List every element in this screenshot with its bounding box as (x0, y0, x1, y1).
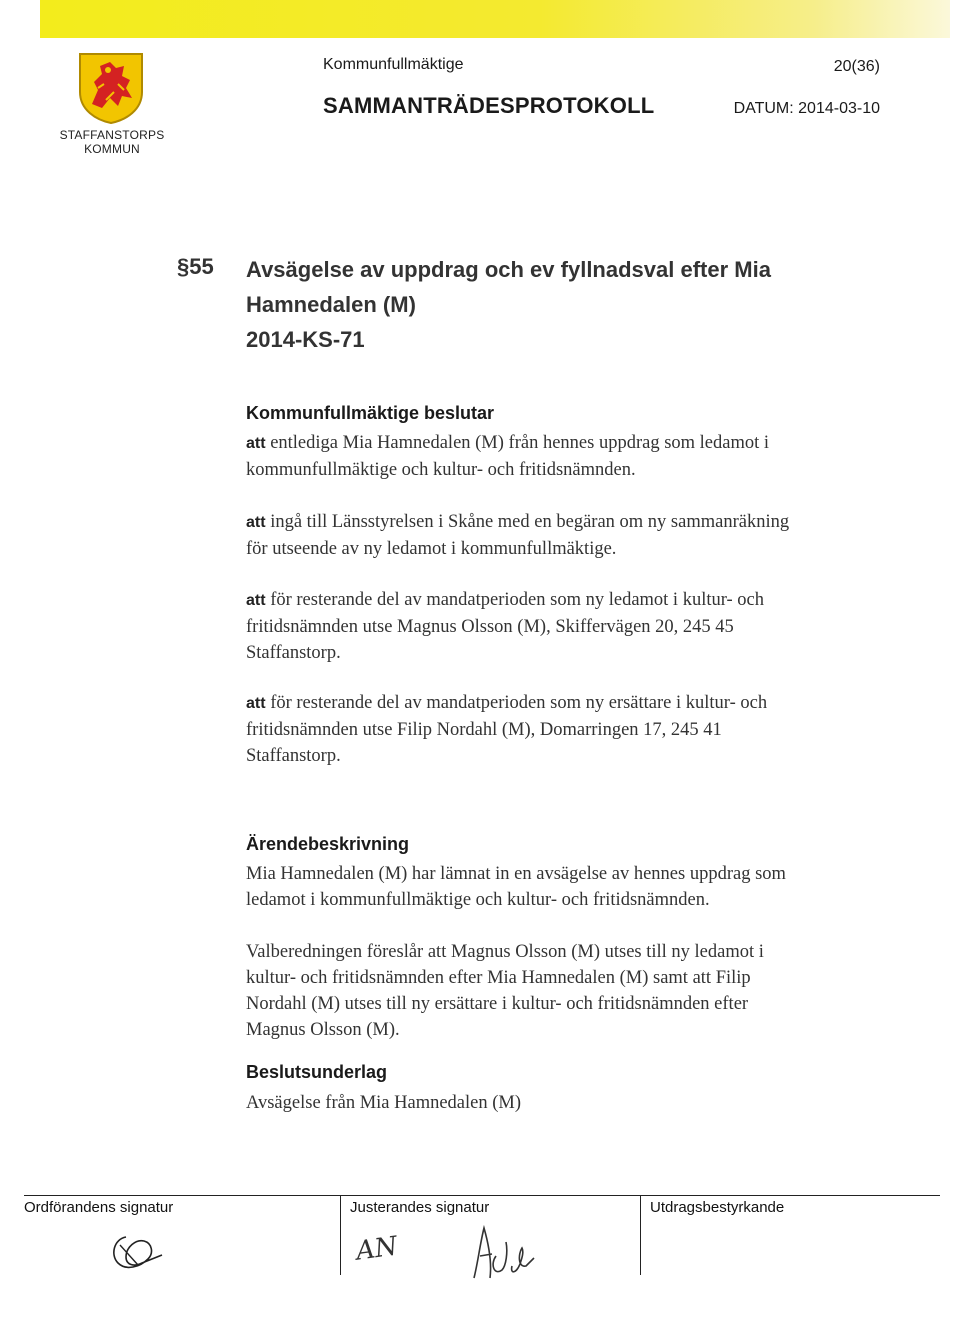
signature-column-divider (640, 1195, 641, 1275)
decision-line: för utseende av ny ledamot i kommunfullmäktige. (246, 539, 617, 559)
att-prefix: att (246, 592, 266, 609)
att-prefix: att (246, 695, 266, 712)
document-type: SAMMANTRÄDESPROTOKOLL (323, 93, 655, 118)
chair-signature-label: Ordförandens signatur (24, 1199, 174, 1216)
section-number: §55 (177, 254, 214, 279)
page-number: 20(36) (833, 58, 880, 75)
signature-column-divider (340, 1195, 341, 1275)
decision-line: Staffanstorp. (246, 643, 341, 663)
description-line: Magnus Olsson (M). (246, 1020, 400, 1040)
adjuster-initials: AN (354, 1231, 400, 1267)
coat-of-arms-icon (78, 52, 144, 124)
signature-divider (24, 1195, 940, 1196)
decision-line: fritidsnämnden utse Magnus Olsson (M), Skiffervägen 20, 245 45 (246, 617, 734, 637)
description-line: Nordahl (M) utses till ny ersättare i kultur- och fritidsnämnden efter (246, 994, 749, 1014)
case-number: 2014-KS-71 (246, 327, 365, 352)
description-paragraph (246, 939, 886, 1043)
decision-item (246, 690, 886, 769)
section-title (246, 252, 846, 357)
decision-line: kommunfullmäktige och kultur- och fritidsnämnden. (246, 460, 636, 480)
description-line: Valberedningen föreslår att Magnus Olsson (M) utses till ny ledamot i (246, 942, 764, 962)
decision-text: för resterande del av mandatperioden som ny ledamot i kultur- och (270, 590, 765, 610)
extract-certification-label: Utdragsbestyrkande (650, 1199, 785, 1216)
section-title-line: Avsägelse av uppdrag och ev fyllnadsval efter Mia (246, 257, 771, 282)
decision-item (246, 509, 886, 562)
top-color-bar (40, 0, 950, 38)
att-prefix: att (246, 435, 266, 452)
chair-signature (108, 1225, 166, 1275)
basis-text: Avsägelse från Mia Hamnedalen (M) (246, 1093, 521, 1113)
decision-text: entlediga Mia Hamnedalen (M) från hennes uppdrag som ledamot i (270, 433, 770, 453)
adjuster-signature-label: Justerandes signatur (350, 1199, 490, 1216)
municipality-logo (56, 52, 168, 156)
decision-line (246, 587, 886, 614)
description-line: ledamot i kommunfullmäktige och kultur- och fritidsnämnden. (246, 890, 710, 910)
logo-line-2: KOMMUN (84, 142, 140, 156)
document-date: DATUM: 2014-03-10 (733, 100, 880, 117)
decision-line: fritidsnämnden utse Filip Nordahl (M), Domarringen 17, 245 41 (246, 720, 722, 740)
section-title-line: Hamnedalen (M) (246, 292, 416, 317)
document-organ: Kommunfullmäktige (323, 56, 464, 73)
description-paragraph (246, 861, 886, 913)
description-heading: Ärendebeskrivning (246, 834, 410, 854)
decision-line: Staffanstorp. (246, 746, 341, 766)
att-prefix: att (246, 514, 266, 531)
description-line: Mia Hamnedalen (M) har lämnat in en avsägelse av hennes uppdrag som (246, 864, 786, 884)
logo-line-1: STAFFANSTORPS (59, 128, 165, 142)
decision-line (246, 509, 886, 536)
decision-line (246, 430, 886, 457)
description-line: kultur- och fritidsnämnden efter Mia Hamnedalen (M) samt att Filip (246, 968, 751, 988)
adjuster-signature (466, 1222, 538, 1284)
decision-line (246, 690, 886, 717)
decision-item (246, 587, 886, 666)
decision-text: för resterande del av mandatperioden som ny ersättare i kultur- och (270, 693, 768, 713)
basis-heading: Beslutsunderlag (246, 1062, 388, 1082)
decision-text: ingå till Länsstyrelsen i Skåne med en begäran om ny sammanräkning (270, 512, 790, 532)
decision-item (246, 430, 886, 483)
decision-heading: Kommunfullmäktige beslutar (246, 403, 495, 423)
